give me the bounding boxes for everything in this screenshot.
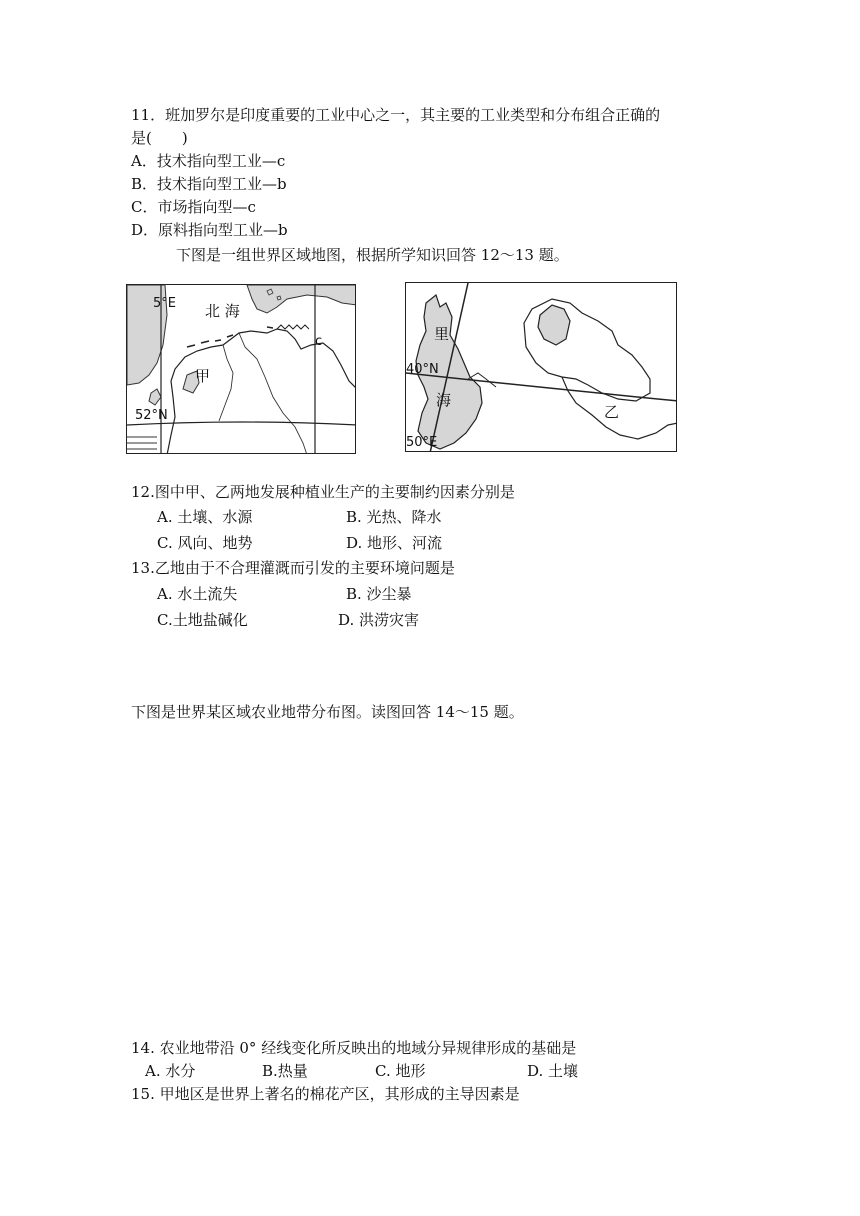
q13-option-b: B. 沙尘暴 (346, 585, 412, 603)
map-right-sea-label-top: 里 (434, 325, 450, 343)
map-left (126, 284, 356, 454)
q13-option-d: D. 洪涝灾害 (338, 611, 420, 629)
q14-option-a: A. 水分 (145, 1062, 196, 1080)
intro-12-13: 下图是一组世界区域地图，根据所学知识回答 12～13 题。 (176, 246, 569, 264)
map-right-region-label: 乙 (604, 403, 620, 421)
q15-stem: 15. 甲地区是世界上著名的棉花产区，其形成的主导因素是 (131, 1085, 520, 1103)
q12-option-c: C. 风向、地势 (157, 534, 253, 552)
map-right-lon-label: 50°E (406, 435, 438, 450)
map-left-region-label: 甲 (195, 367, 211, 385)
q11-stem-line2: 是( ) (131, 129, 188, 147)
q12-option-d: D. 地形、河流 (346, 534, 443, 552)
intro-14-15: 下图是世界某区域农业地带分布图。读图回答 14～15 题。 (131, 703, 524, 721)
q11-option-b: B．技术指向型工业—b (131, 175, 287, 193)
map-left-point-label: c (315, 334, 323, 349)
q11-option-a: A．技术指向型工业—c (131, 152, 286, 170)
map-right-sea-label-bottom: 海 (436, 391, 452, 409)
map-right (405, 282, 677, 452)
q12-stem: 12.图中甲、乙两地发展种植业生产的主要制约因素分别是 (131, 483, 515, 501)
q11-stem-line1: 11．班加罗尔是印度重要的工业中心之一，其主要的工业类型和分布组合正确的 (131, 106, 661, 124)
figure-placeholder (120, 740, 720, 1030)
q12-option-a: A. 土壤、水源 (157, 508, 253, 526)
map-right-lat-label: 40°N (406, 362, 439, 377)
q14-option-c: C. 地形 (375, 1062, 426, 1080)
q13-stem: 13.乙地由于不合理灌溉而引发的主要环境问题是 (131, 559, 455, 577)
q13-option-c: C.土地盐碱化 (157, 611, 248, 629)
q11-option-d: D．原料指向型工业—b (131, 221, 288, 239)
q12-option-b: B. 光热、降水 (346, 508, 442, 526)
map-right-drawing (406, 283, 677, 452)
q13-option-a: A. 水土流失 (157, 585, 238, 603)
map-left-sea-label: 北 海 (205, 302, 240, 320)
map-left-lat-label: 52°N (135, 408, 168, 423)
q14-stem: 14. 农业地带沿 0° 经线变化所反映出的地域分异规律形成的基础是 (131, 1039, 577, 1057)
q14-option-d: D. 土壤 (527, 1062, 579, 1080)
q14-option-b: B.热量 (262, 1062, 308, 1080)
q11-option-c: C．市场指向型—c (131, 198, 256, 216)
map-left-lon-label: 5°E (153, 296, 176, 311)
